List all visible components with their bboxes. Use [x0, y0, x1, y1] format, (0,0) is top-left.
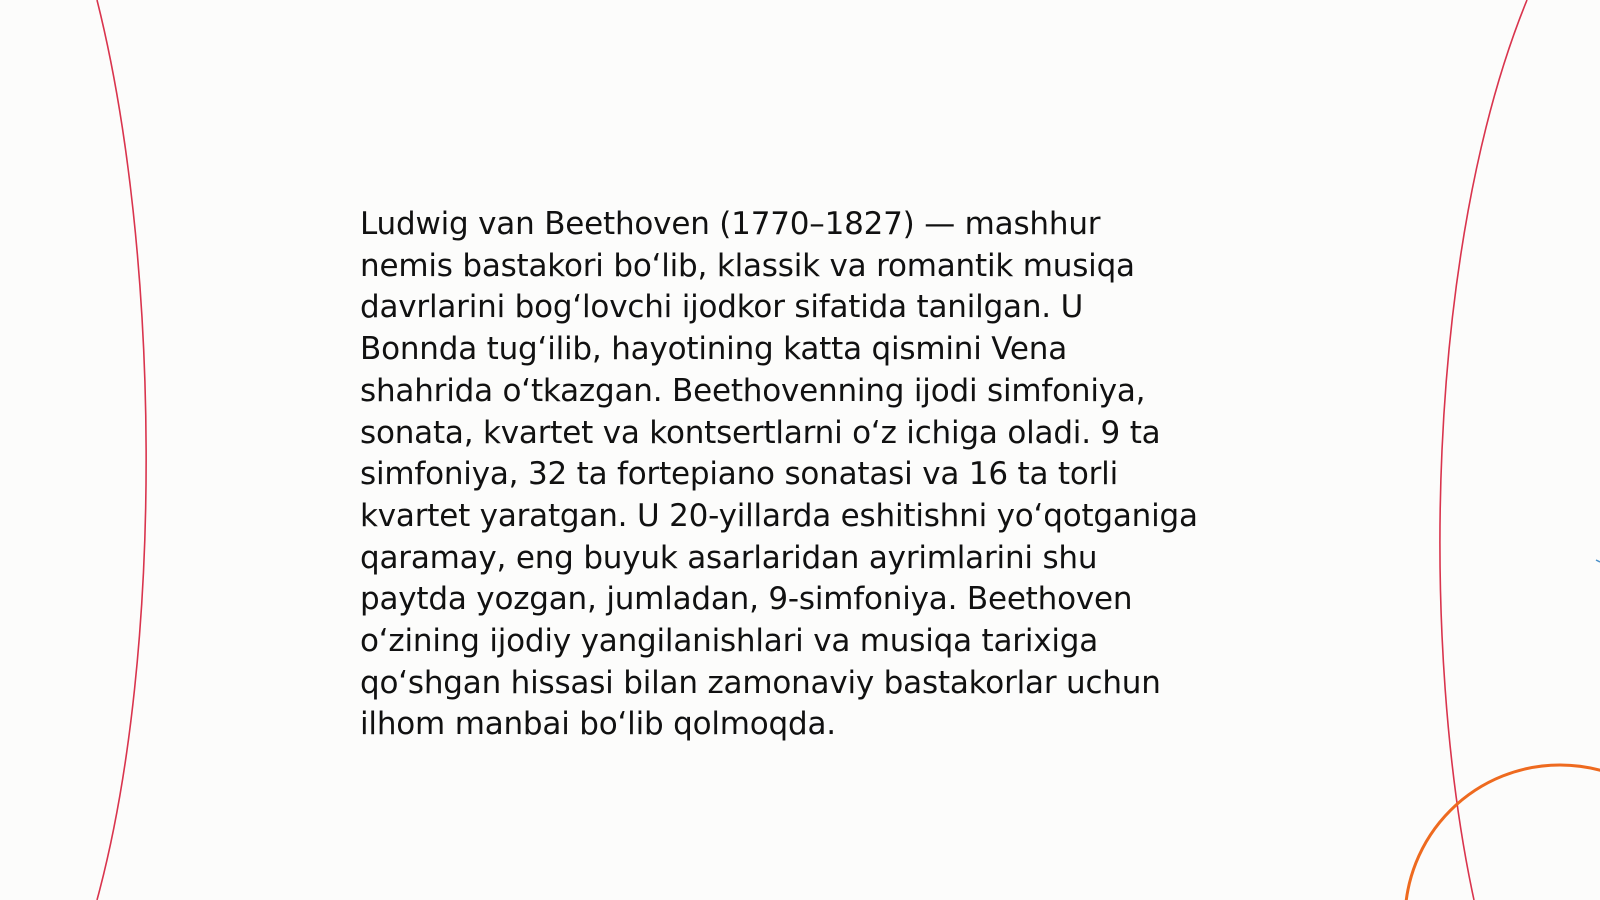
paragraph-line: ilhom manbai boʻlib qolmoqda.	[360, 706, 836, 743]
paragraph-line: davrlarini bogʻlovchi ijodkor sifatida tanilgan. U	[360, 289, 1084, 326]
paragraph-line: oʻzining ijodiy yangilanishlari va musiqa tarixiga	[360, 623, 1099, 660]
left-red-curve	[97, 0, 146, 900]
paragraph-line: qaramay, eng buyuk asarlaridan ayrimlarini shu	[360, 539, 1098, 576]
paragraph-text	[360, 204, 1240, 746]
paragraph-line: Ludwig van Beethoven (1770–1827) — mashhur	[360, 206, 1101, 242]
paragraph-line: shahrida oʻtkazgan. Beethovenning ijodi simfoniya,	[360, 372, 1146, 409]
small-blue-mark	[1596, 560, 1600, 562]
paragraph-line: Bonnda tugʻilib, hayotining katta qismini Vena	[360, 331, 1068, 368]
paragraph-line: paytda yozgan, jumladan, 9-simfoniya. Beethoven	[360, 581, 1133, 618]
paragraph-line: nemis bastakori boʻlib, klassik va romantik musiqa	[360, 247, 1135, 284]
orange-circle-arc	[1405, 765, 1600, 900]
right-red-curve	[1440, 0, 1527, 900]
paragraph-line: sonata, kvartet va kontsertlarni oʻz ichiga oladi. 9 ta	[360, 414, 1161, 451]
paragraph-line: simfoniya, 32 ta fortepiano sonatasi va 16 ta torli	[360, 456, 1118, 493]
paragraph-line: kvartet yaratgan. U 20-yillarda eshitishni yoʻqotganiga	[360, 497, 1198, 534]
paragraph-line: qoʻshgan hissasi bilan zamonaviy bastakorlar uchun	[360, 664, 1161, 701]
